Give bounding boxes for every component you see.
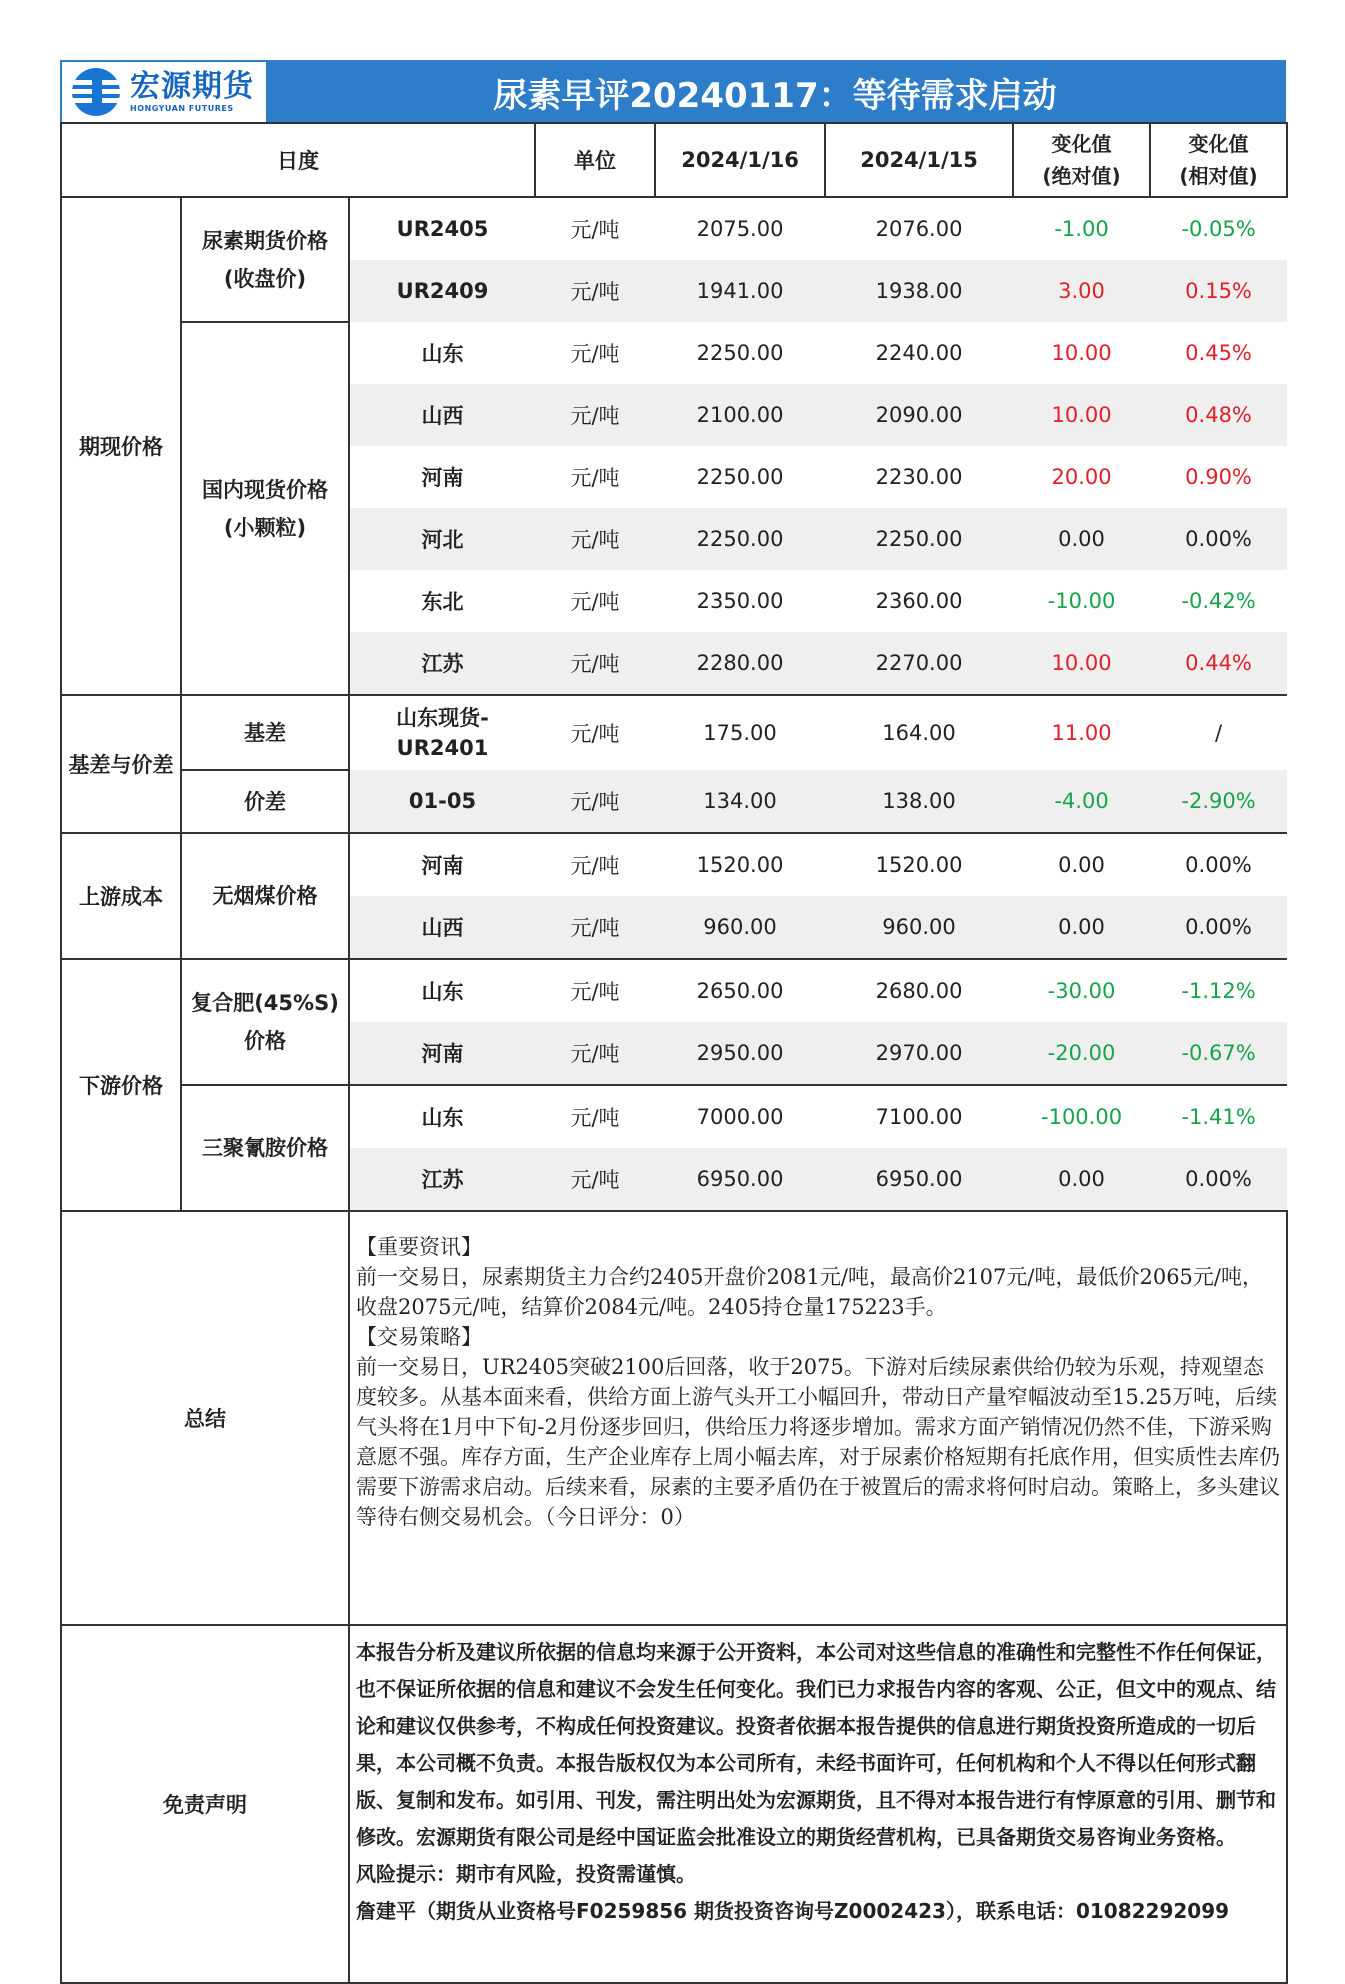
row-item: 东北 <box>421 590 464 614</box>
row-value-date1: 7000.00 <box>696 1105 784 1129</box>
row-item: 山东 <box>421 980 464 1004</box>
row-value-date1: 960.00 <box>655 896 825 959</box>
risk-warning: 风险提示：期市有风险，投资需谨慎。 <box>356 1862 696 1886</box>
row-item: 山东 <box>421 342 464 366</box>
row-abs-change: -4.00 <box>1013 770 1150 833</box>
row-value-date1: 2100.00 <box>655 384 825 446</box>
row-unit: 元/吨 <box>535 1022 655 1085</box>
row-unit: 元/吨 <box>570 854 620 878</box>
row-value-date1: 2950.00 <box>655 1022 825 1085</box>
summary-label: 总结 <box>61 1211 349 1625</box>
row-item: UR2409 <box>349 260 535 322</box>
row-unit: 元/吨 <box>535 770 655 833</box>
row-item: 山东 <box>421 1106 464 1130</box>
category-spot-futures: 期现价格 <box>61 197 181 695</box>
row-value-date2: 2360.00 <box>875 589 963 613</box>
report-sheet <box>60 60 1286 1984</box>
row-item: 山西 <box>349 384 535 446</box>
row-abs-change: 0.00 <box>1058 853 1105 877</box>
report-header <box>60 60 1286 122</box>
row-abs-change: 11.00 <box>1051 721 1112 745</box>
row-abs-change: -30.00 <box>1047 979 1116 1003</box>
row-item: 河南 <box>421 466 464 490</box>
row-unit: 元/吨 <box>570 342 620 366</box>
row-unit: 元/吨 <box>570 590 620 614</box>
row-rel-change: 0.15% <box>1150 260 1287 322</box>
row-rel-change: 0.45% <box>1185 341 1252 365</box>
table-header-row <box>61 123 1287 197</box>
logo-emblem-icon <box>70 66 122 118</box>
row-abs-change: -20.00 <box>1013 1022 1150 1085</box>
logo-name-cn: 宏源期货 <box>130 68 254 104</box>
row-value-date2: 2270.00 <box>825 632 1013 695</box>
row-rel-change: 0.00% <box>1185 853 1252 877</box>
row-value-date1: 2250.00 <box>655 508 825 570</box>
row-value-date2: 7100.00 <box>875 1105 963 1129</box>
row-value-date2: 164.00 <box>882 721 956 745</box>
disclaimer-row <box>61 1625 1287 1983</box>
row-value-date1: 6950.00 <box>655 1148 825 1211</box>
row-value-date2: 138.00 <box>825 770 1013 833</box>
row-rel-change: 0.00% <box>1150 1148 1287 1211</box>
row-unit: 元/吨 <box>535 260 655 322</box>
header-indicator: 日度 <box>61 123 535 197</box>
row-rel-change: 0.90% <box>1185 465 1252 489</box>
row-abs-change: -1.00 <box>1054 217 1109 241</box>
subcategory-anthracite: 无烟煤价格 <box>181 833 349 959</box>
row-value-date1: 2075.00 <box>696 217 784 241</box>
table-row <box>61 695 1287 770</box>
summary-heading-news: 【重要资讯】 <box>356 1235 482 1259</box>
row-value-date2: 1938.00 <box>825 260 1013 322</box>
subcategory-futures-price: 尿素期货价格 (收盘价) <box>181 197 349 322</box>
row-value-date1: 134.00 <box>655 770 825 833</box>
row-rel-change: 0.48% <box>1150 384 1287 446</box>
row-abs-change: 0.00 <box>1013 1148 1150 1211</box>
row-rel-change: -1.41% <box>1181 1105 1256 1129</box>
row-unit: 元/吨 <box>535 508 655 570</box>
disclaimer-label: 免责声明 <box>61 1625 349 1983</box>
header-rel-change: 变化值 (相对值) <box>1150 123 1287 197</box>
category-downstream: 下游价格 <box>61 959 181 1211</box>
row-item: 山东现货- UR2401 <box>396 706 489 760</box>
author-contact: 詹建平（期货从业资格号F0259856 期货投资咨询号Z0002423），联系电话：01082292099 <box>356 1899 1230 1923</box>
row-value-date1: 175.00 <box>703 721 777 745</box>
header-date2: 2024/1/15 <box>825 123 1013 197</box>
row-value-date2: 2250.00 <box>825 508 1013 570</box>
row-value-date2: 1520.00 <box>875 853 963 877</box>
row-item: 河北 <box>349 508 535 570</box>
row-rel-change: / <box>1214 721 1223 745</box>
row-abs-change: 10.00 <box>1013 384 1150 446</box>
row-value-date1: 1520.00 <box>696 853 784 877</box>
row-value-date1: 2250.00 <box>696 341 784 365</box>
row-unit: 元/吨 <box>570 1106 620 1130</box>
row-value-date2: 960.00 <box>825 896 1013 959</box>
row-abs-change: 20.00 <box>1051 465 1112 489</box>
row-rel-change: 0.44% <box>1150 632 1287 695</box>
summary-strategy-text: 前一交易日，UR2405突破2100后回落，收于2075。下游对后续尿素供给仍较为乐观，持观望态度较多。从基本面来看，供给方面上游气头开工小幅回升，带动日产量窄幅波动至15.25万吨，后续气头将在1月中下旬-2月份逐步回归，供给压力将逐步增加。需求方面产销情况仍然不佳，下游采购意愿不强。库存方面，生产企业库存上周小幅去库，对于尿素价格短期有托底作用，但实质性去库仍需要下游需求启动。后续来看，尿素的主要矛盾仍在于被置后的需求将何时启动。策略上，多头建议等待右侧交易机会。（今日评分：0） <box>356 1355 1280 1529</box>
logo-name-en: HONGYUAN FUTURES <box>130 103 234 113</box>
table-row <box>61 322 1287 384</box>
row-item: 江苏 <box>349 1148 535 1211</box>
row-unit: 元/吨 <box>570 722 620 746</box>
subcategory-spot-price: 国内现货价格 (小颗粒) <box>181 322 349 695</box>
row-value-date2: 2240.00 <box>875 341 963 365</box>
header-date1: 2024/1/16 <box>655 123 825 197</box>
row-abs-change: -10.00 <box>1047 589 1116 613</box>
summary-content <box>349 1211 1287 1625</box>
row-abs-change: 10.00 <box>1013 632 1150 695</box>
subcategory-melamine: 三聚氰胺价格 <box>181 1085 349 1211</box>
summary-row <box>61 1211 1287 1625</box>
row-abs-change: -100.00 <box>1041 1105 1123 1129</box>
row-value-date2: 2076.00 <box>875 217 963 241</box>
row-item: 山西 <box>349 896 535 959</box>
row-unit: 元/吨 <box>535 896 655 959</box>
subcategory-spread: 价差 <box>181 770 349 833</box>
company-logo <box>62 62 266 122</box>
row-value-date1: 2650.00 <box>696 979 784 1003</box>
row-unit: 元/吨 <box>570 980 620 1004</box>
row-value-date2: 2090.00 <box>825 384 1013 446</box>
row-unit: 元/吨 <box>535 1148 655 1211</box>
row-unit: 元/吨 <box>570 218 620 242</box>
row-abs-change: 0.00 <box>1013 508 1150 570</box>
row-value-date2: 2970.00 <box>825 1022 1013 1085</box>
disclaimer-text: 本报告分析及建议所依据的信息均来源于公开资料，本公司对这些信息的准确性和完整性不作任何保证，也不保证所依据的信息和建议不会发生任何变化。我们已力求报告内容的客观、公正，但文中的观点、结论和建议仅供参考，不构成任何投资建议。投资者依据本报告提供的信息进行期货投资所造成的一切后果，本公司概不负责。本报告版权仅为本公司所有，未经书面许可，任何机构和个人不得以任何形式翻版、复制和发布。如引用、刊发，需注明出处为宏源期货，且不得对本报告进行有悖原意的引用、删节和修改。宏源期货有限公司是经中国证监会批准设立的期货经营机构，已具备期货交易咨询业务资格。 <box>356 1640 1276 1849</box>
table-row <box>61 197 1287 260</box>
subcategory-compound-fertilizer: 复合肥(45%S) 价格 <box>181 959 349 1085</box>
row-abs-change: 3.00 <box>1013 260 1150 322</box>
row-value-date2: 6950.00 <box>825 1148 1013 1211</box>
row-item: 江苏 <box>349 632 535 695</box>
summary-heading-strategy: 【交易策略】 <box>356 1325 482 1349</box>
subcategory-basis: 基差 <box>181 695 349 770</box>
row-rel-change: -0.42% <box>1181 589 1256 613</box>
table-row <box>61 833 1287 896</box>
row-rel-change: -0.67% <box>1150 1022 1287 1085</box>
row-rel-change: -2.90% <box>1150 770 1287 833</box>
row-unit: 元/吨 <box>570 466 620 490</box>
disclaimer-content <box>349 1625 1287 1983</box>
row-value-date2: 2680.00 <box>875 979 963 1003</box>
row-rel-change: -0.05% <box>1181 217 1256 241</box>
summary-news-text: 前一交易日，尿素期货主力合约2405开盘价2081元/吨，最高价2107元/吨，最低价2065元/吨，收盘2075元/吨，结算价2084元/吨。2405持仓量175223手。 <box>356 1265 1263 1319</box>
table-row <box>61 1085 1287 1148</box>
row-unit: 元/吨 <box>535 384 655 446</box>
report-title: 尿素早评20240117：等待需求启动 <box>266 62 1284 122</box>
header-unit: 单位 <box>535 123 655 197</box>
table-row <box>61 959 1287 1022</box>
row-item: 河南 <box>349 1022 535 1085</box>
row-value-date1: 2250.00 <box>696 465 784 489</box>
row-rel-change: -1.12% <box>1181 979 1256 1003</box>
row-abs-change: 10.00 <box>1051 341 1112 365</box>
category-basis-spread: 基差与价差 <box>61 695 181 833</box>
row-unit: 元/吨 <box>535 632 655 695</box>
row-abs-change: 0.00 <box>1013 896 1150 959</box>
row-value-date1: 2350.00 <box>696 589 784 613</box>
row-item: 河南 <box>421 854 464 878</box>
category-upstream: 上游成本 <box>61 833 181 959</box>
header-abs-change: 变化值 (绝对值) <box>1013 123 1150 197</box>
row-item: 01-05 <box>349 770 535 833</box>
row-item: UR2405 <box>396 217 489 241</box>
row-value-date1: 2280.00 <box>655 632 825 695</box>
row-value-date2: 2230.00 <box>875 465 963 489</box>
row-rel-change: 0.00% <box>1150 896 1287 959</box>
price-table <box>60 122 1288 1984</box>
table-row <box>61 770 1287 833</box>
row-value-date1: 1941.00 <box>655 260 825 322</box>
row-rel-change: 0.00% <box>1150 508 1287 570</box>
